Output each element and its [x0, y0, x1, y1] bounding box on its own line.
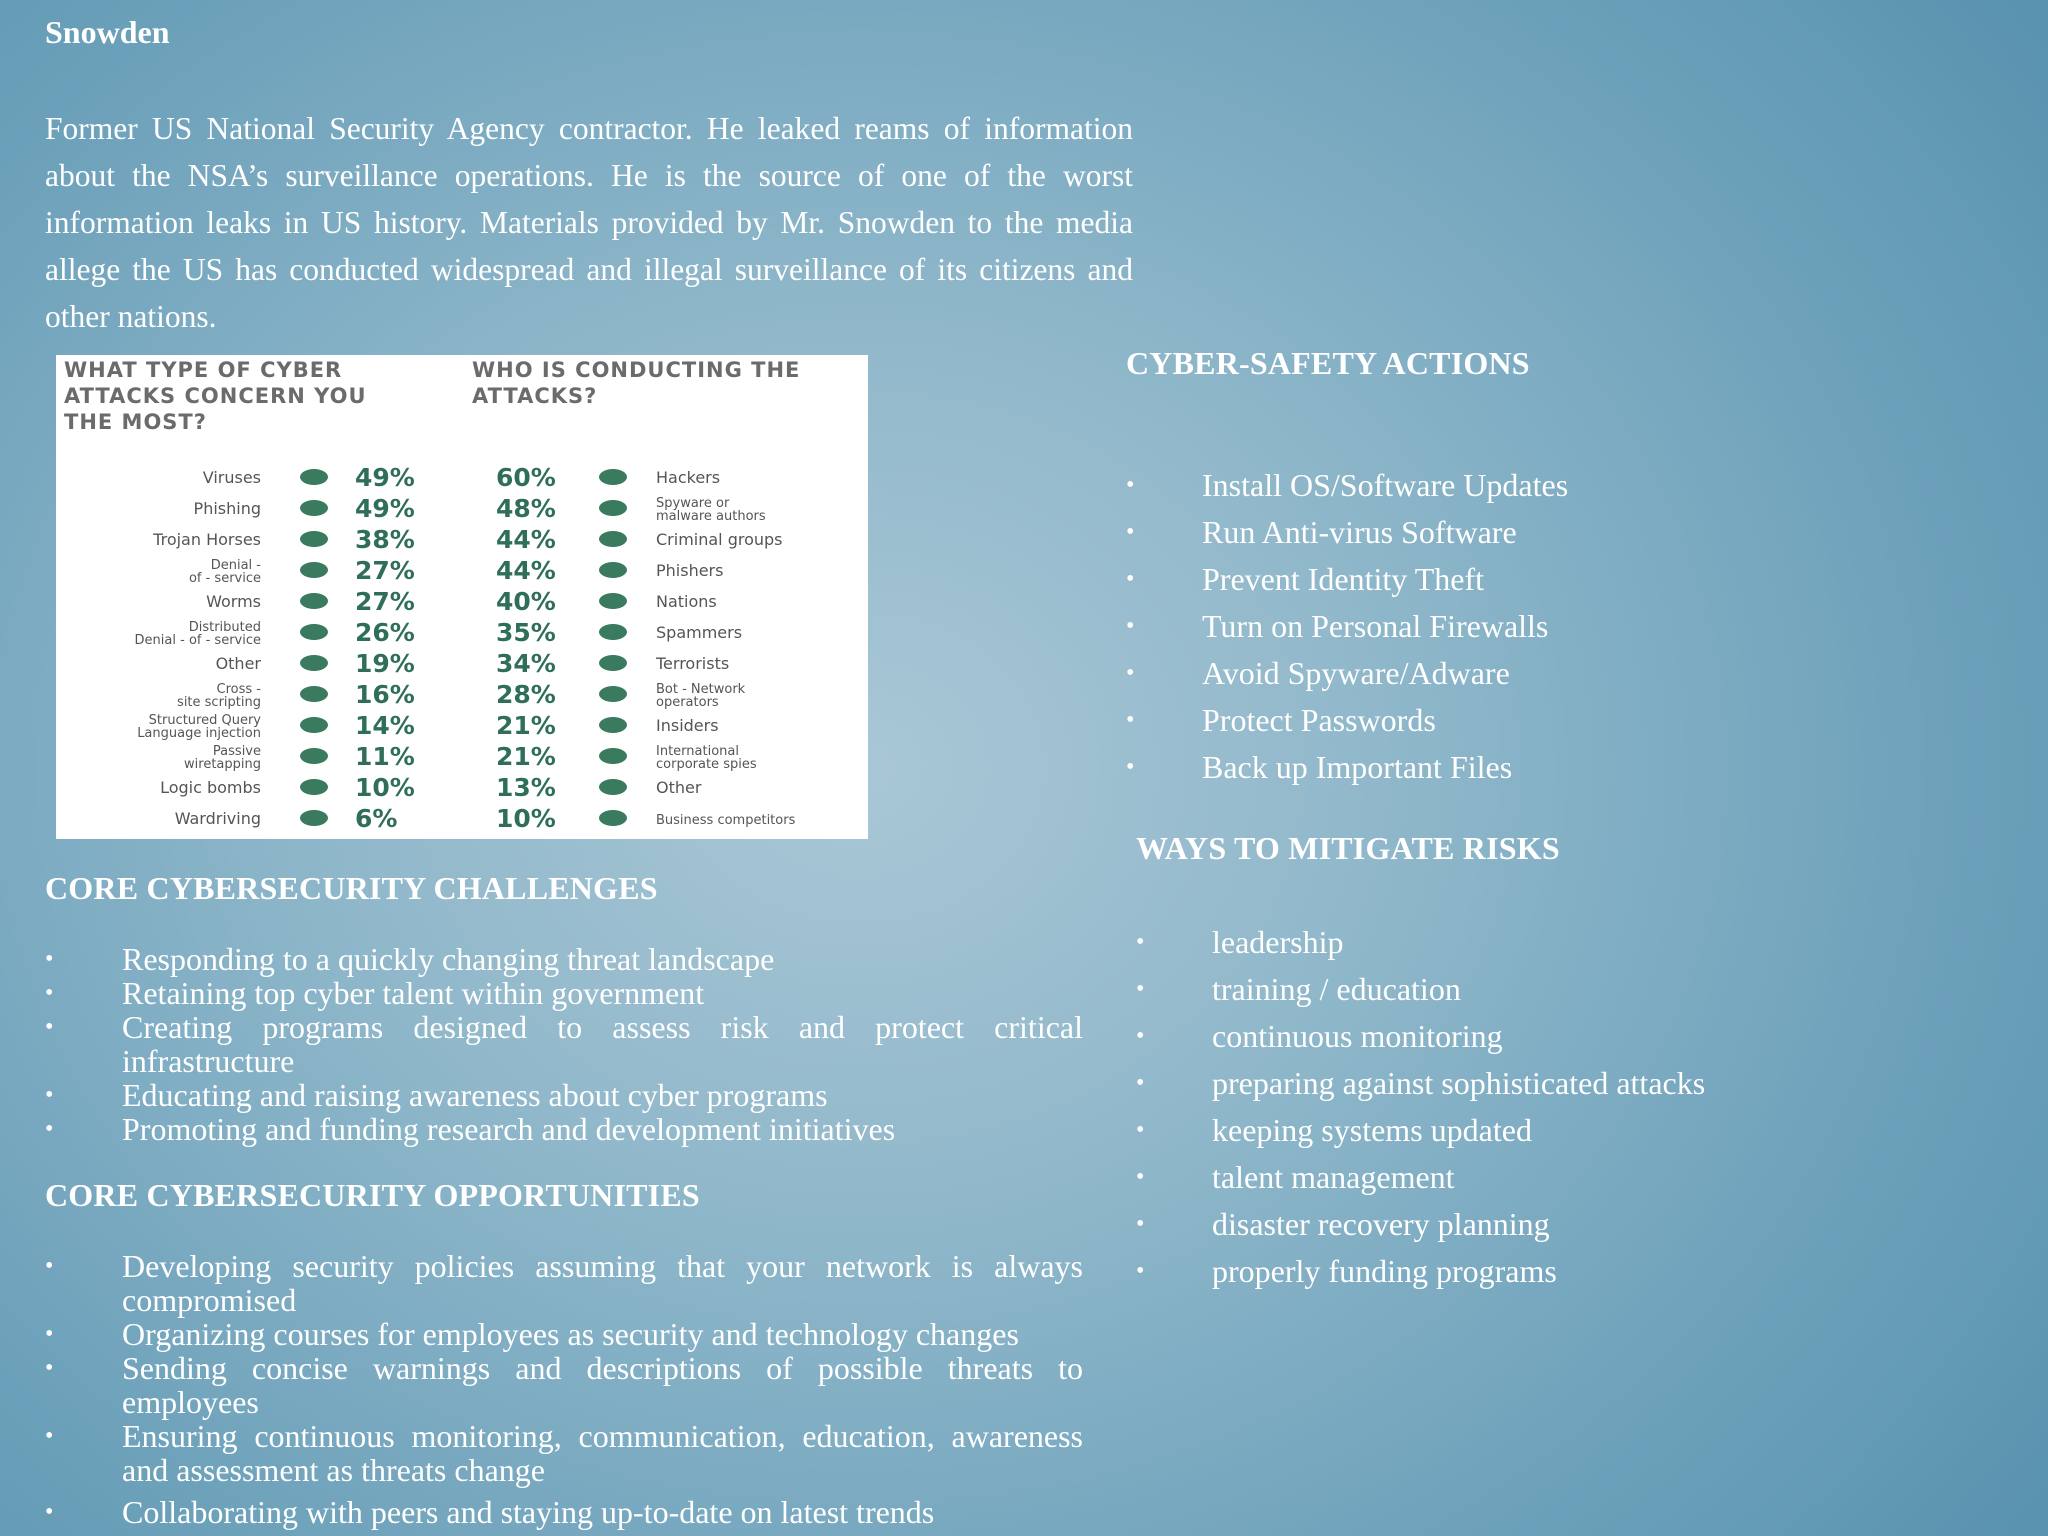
attacker-icon	[599, 686, 627, 702]
opportunities-item	[45, 1495, 1083, 1529]
attack-type-label: Viruses	[202, 468, 261, 487]
attack-type-percent: 11%	[355, 742, 415, 771]
attack-type-icon	[300, 531, 328, 547]
challenges-item	[45, 1112, 1083, 1146]
opportunities-item-text: Collaborating with peers and staying up-to-date on latest trends	[122, 1494, 935, 1530]
attacker-percent: 10%	[496, 804, 556, 833]
attacker-label: corporate spies	[656, 757, 757, 772]
attack-type-icon	[300, 562, 328, 578]
attacker-icon	[599, 624, 627, 640]
attacker-label: operators	[656, 695, 719, 710]
bullet-icon: •	[45, 1423, 54, 1449]
safety-item-text: Protect Passwords	[1202, 702, 1436, 738]
attacker-icon	[599, 531, 627, 547]
attacker-percent: 21%	[496, 711, 556, 740]
attacker-label: Phishers	[656, 561, 724, 580]
bullet-icon: •	[1136, 1023, 1145, 1049]
attack-type-percent: 38%	[355, 525, 415, 554]
attacker-label: Business competitors	[656, 813, 796, 828]
challenges-list	[45, 942, 1083, 1146]
attack-type-label: site scripting	[177, 695, 261, 710]
challenges-item	[45, 976, 1083, 1010]
attack-type-label: of - service	[188, 571, 261, 586]
attacker-label: Criminal groups	[656, 530, 783, 549]
attacker-percent: 44%	[496, 525, 556, 554]
safety-item-text: Prevent Identity Theft	[1202, 561, 1484, 597]
attack-type-label: Denial - of - service	[134, 633, 261, 648]
mitigate-item	[1136, 1248, 1705, 1295]
attack-type-percent: 19%	[355, 649, 415, 678]
attack-type-label: wiretapping	[184, 757, 261, 772]
mitigate-item-text: talent management	[1212, 1159, 1455, 1195]
opportunities-item-text: Sending concise warnings and descriptions of possible threats to employees	[122, 1350, 1083, 1420]
bullet-icon: •	[1136, 976, 1145, 1002]
bullet-icon: •	[1136, 1211, 1145, 1237]
challenges-item	[45, 1010, 1083, 1078]
bio-paragraph: Former US National Security Agency contractor. He leaked reams of information about the NSA’s surveillance operations. He is the source of one of the worst information leaks in US history. Materials provided by Mr. Snowden to the media allege the US has conducted widespread and illegal surveillance of its citizens and other nations.	[45, 111, 1133, 334]
attack-type-label: Worms	[206, 592, 261, 611]
infographic-right-title: ATTACKS?	[472, 384, 598, 408]
safety-item	[1126, 744, 1568, 791]
mitigate-item	[1136, 966, 1705, 1013]
attacker-percent: 60%	[496, 463, 556, 492]
bullet-icon: •	[1126, 566, 1135, 592]
attack-type-percent: 14%	[355, 711, 415, 740]
opportunities-item-text: Developing security policies assuming that your network is always compromised	[122, 1248, 1083, 1318]
infographic-left-title: THE MOST?	[64, 410, 207, 434]
attacker-icon	[599, 655, 627, 671]
bullet-icon: •	[1126, 707, 1135, 733]
attack-type-label: Denial -	[210, 558, 261, 573]
infographic-left-title: ATTACKS CONCERN YOU	[64, 384, 367, 408]
attack-type-icon	[300, 655, 328, 671]
attacker-percent: 34%	[496, 649, 556, 678]
attacker-percent: 40%	[496, 587, 556, 616]
attack-type-icon	[300, 624, 328, 640]
bullet-icon: •	[1136, 1117, 1145, 1143]
attacker-label: malware authors	[656, 509, 766, 524]
bullet-icon: •	[1126, 754, 1135, 780]
opportunities-list	[45, 1249, 1083, 1529]
attack-type-icon	[300, 717, 328, 733]
mitigate-item	[1136, 1107, 1705, 1154]
attack-type-percent: 49%	[355, 463, 415, 492]
bullet-icon: •	[1126, 472, 1135, 498]
challenges-item	[45, 942, 1083, 976]
attack-type-label: Other	[215, 654, 261, 673]
attack-type-icon	[300, 500, 328, 516]
attack-type-label: Wardriving	[174, 809, 261, 828]
attacker-icon	[599, 717, 627, 733]
mitigate-item-text: training / education	[1212, 971, 1461, 1007]
safety-item	[1126, 603, 1568, 650]
person-name: Snowden	[45, 14, 170, 50]
bullet-icon: •	[45, 1116, 54, 1142]
attacker-icon	[599, 779, 627, 795]
attacker-icon	[599, 562, 627, 578]
attack-type-label: Distributed	[188, 620, 261, 635]
attacker-label: Spammers	[656, 623, 743, 642]
attacker-percent: 13%	[496, 773, 556, 802]
safety-item	[1126, 462, 1568, 509]
mitigate-item-text: preparing against sophisticated attacks	[1212, 1065, 1706, 1101]
attack-type-label: Cross -	[216, 682, 261, 697]
attack-type-label: Passive	[212, 744, 261, 759]
attacker-label: Bot - Network	[656, 682, 746, 697]
safety-item-text: Back up Important Files	[1202, 749, 1513, 785]
safety-item-text: Install OS/Software Updates	[1202, 467, 1569, 503]
mitigate-item	[1136, 919, 1705, 966]
bullet-icon: •	[45, 980, 54, 1006]
safety-heading: CYBER-SAFETY ACTIONS	[1126, 345, 1530, 381]
attack-type-icon	[300, 593, 328, 609]
bullet-icon: •	[1126, 613, 1135, 639]
attack-type-icon	[300, 686, 328, 702]
attack-type-percent: 16%	[355, 680, 415, 709]
opportunities-item-text: Organizing courses for employees as security and technology changes	[122, 1316, 1019, 1352]
attacker-label: Hackers	[656, 468, 721, 487]
opportunities-item	[45, 1317, 1083, 1351]
mitigate-item-text: disaster recovery planning	[1212, 1206, 1550, 1242]
bullet-icon: •	[1136, 1164, 1145, 1190]
attacker-icon	[599, 748, 627, 764]
opportunities-item	[45, 1419, 1083, 1487]
challenges-item-text: Educating and raising awareness about cyber programs	[122, 1077, 828, 1113]
bullet-icon: •	[45, 1253, 54, 1279]
safety-item	[1126, 509, 1568, 556]
attacker-label: Spyware or	[656, 496, 730, 511]
safety-list	[1126, 462, 1568, 791]
opportunities-item-text: Ensuring continuous monitoring, communication, education, awareness and assessment as threats change	[122, 1418, 1083, 1488]
attacker-label: International	[656, 744, 739, 759]
bullet-icon: •	[1136, 1258, 1145, 1284]
attacker-icon	[599, 469, 627, 485]
challenges-item-text: Responding to a quickly changing threat landscape	[122, 941, 775, 977]
safety-item-text: Run Anti-virus Software	[1202, 514, 1517, 550]
mitigate-item	[1136, 1013, 1705, 1060]
attacker-label: Insiders	[656, 716, 719, 735]
mitigate-item-text: continuous monitoring	[1212, 1018, 1503, 1054]
attacker-percent: 35%	[496, 618, 556, 647]
bullet-icon: •	[45, 946, 54, 972]
attack-type-icon	[300, 779, 328, 795]
attack-type-label: Phishing	[193, 499, 261, 518]
challenges-item-text: Promoting and funding research and development initiatives	[122, 1111, 896, 1147]
bullet-icon: •	[45, 1499, 54, 1525]
attacker-icon	[599, 593, 627, 609]
attack-type-percent: 27%	[355, 556, 415, 585]
attack-type-percent: 27%	[355, 587, 415, 616]
infographic-left-title: WHAT TYPE OF CYBER	[64, 358, 343, 382]
safety-item-text: Turn on Personal Firewalls	[1202, 608, 1549, 644]
mitigate-item-text: properly funding programs	[1212, 1253, 1557, 1289]
bullet-icon: •	[45, 1014, 54, 1040]
infographic-right-title: WHO IS CONDUCTING THE	[472, 358, 801, 382]
bullet-icon: •	[1126, 660, 1135, 686]
mitigate-item	[1136, 1060, 1705, 1107]
attack-type-percent: 26%	[355, 618, 415, 647]
challenges-item-text: Retaining top cyber talent within government	[122, 975, 705, 1011]
mitigate-heading: WAYS TO MITIGATE RISKS	[1136, 830, 1560, 866]
attacker-label: Nations	[656, 592, 717, 611]
opportunities-item	[45, 1249, 1083, 1317]
attacker-icon	[599, 810, 627, 826]
attack-type-percent: 6%	[355, 804, 398, 833]
attacker-percent: 44%	[496, 556, 556, 585]
attack-type-percent: 49%	[355, 494, 415, 523]
mitigate-item-text: leadership	[1212, 924, 1344, 960]
attacker-percent: 28%	[496, 680, 556, 709]
safety-item-text: Avoid Spyware/Adware	[1202, 655, 1510, 691]
attack-type-icon	[300, 748, 328, 764]
bullet-icon: •	[45, 1321, 54, 1347]
attacker-label: Other	[656, 778, 702, 797]
challenges-heading: CORE CYBERSECURITY CHALLENGES	[45, 870, 658, 906]
mitigate-item-text: keeping systems updated	[1212, 1112, 1532, 1148]
attacker-percent: 48%	[496, 494, 556, 523]
mitigate-list	[1136, 919, 1705, 1295]
bullet-icon: •	[45, 1082, 54, 1108]
opportunities-heading: CORE CYBERSECURITY OPPORTUNITIES	[45, 1177, 700, 1213]
attack-type-label: Trojan Horses	[153, 530, 261, 549]
mitigate-item	[1136, 1154, 1705, 1201]
challenges-item-text: Creating programs designed to assess risk and protect critical infrastructure	[122, 1009, 1083, 1079]
attacker-percent: 21%	[496, 742, 556, 771]
cyber-attacks-infographic	[56, 355, 868, 839]
bullet-icon: •	[1126, 519, 1135, 545]
safety-item	[1126, 556, 1568, 603]
bullet-icon: •	[1136, 929, 1145, 955]
attack-type-icon	[300, 469, 328, 485]
attack-type-label: Language injection	[137, 726, 261, 741]
mitigate-item	[1136, 1201, 1705, 1248]
attack-type-label: Logic bombs	[160, 778, 261, 797]
attack-type-percent: 10%	[355, 773, 415, 802]
attack-type-label: Structured Query	[148, 713, 261, 728]
safety-item	[1126, 650, 1568, 697]
attacker-icon	[599, 500, 627, 516]
bullet-icon: •	[45, 1355, 54, 1381]
opportunities-item	[45, 1351, 1083, 1419]
attacker-label: Terrorists	[656, 654, 730, 673]
attack-type-icon	[300, 810, 328, 826]
bullet-icon: •	[1136, 1070, 1145, 1096]
safety-item	[1126, 697, 1568, 744]
challenges-item	[45, 1078, 1083, 1112]
